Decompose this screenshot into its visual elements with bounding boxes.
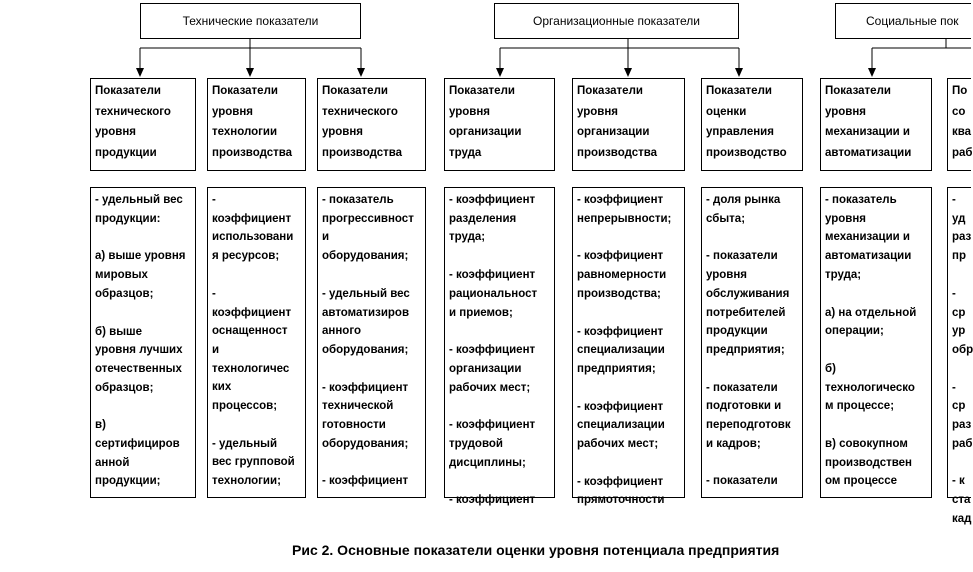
- indicator-line: производства;: [577, 287, 661, 300]
- arrowhead: [357, 68, 365, 77]
- indicator-line: операции;: [825, 325, 884, 338]
- indicator-line: коэффициент: [212, 306, 292, 319]
- indicator-line: в) совокупном: [825, 438, 908, 451]
- indicator-line: пр: [952, 250, 966, 263]
- subcategory-line: технического: [322, 105, 398, 118]
- indicator-line: рациональност: [449, 287, 538, 300]
- indicator-item: [95, 247, 191, 303]
- category-social: [835, 3, 971, 39]
- subcategory-line: со: [952, 105, 966, 118]
- indicator-line: - коэффициент: [577, 250, 664, 263]
- subcategory-line: ква: [952, 126, 972, 138]
- indicator-item: [212, 285, 301, 416]
- indicator-item: [952, 379, 973, 454]
- indicator-line: производствен: [825, 456, 913, 469]
- indicator-line: анного: [322, 325, 361, 338]
- indicator-line: коэффициент: [212, 212, 292, 225]
- subcategory-line: Показатели: [577, 85, 643, 97]
- subcategory-line: технического: [95, 105, 171, 118]
- indicator-line: использовани: [212, 231, 294, 244]
- indicator-line: подготовки и: [706, 400, 782, 413]
- details-mechanization-automation: [820, 187, 932, 498]
- indicator-line: раз: [952, 231, 972, 244]
- indicator-line: обр: [952, 343, 973, 356]
- indicator-line: ом процессе: [825, 475, 898, 488]
- arrowhead: [735, 68, 743, 77]
- indicator-line: мировых: [95, 269, 148, 282]
- indicator-item: [825, 191, 927, 285]
- indicator-line: предприятия;: [577, 362, 656, 375]
- indicator-line: - показатель: [825, 194, 897, 206]
- indicator-item: [952, 191, 972, 266]
- indicator-line: а) выше уровня: [95, 250, 186, 263]
- indicator-line: - коэффициент: [449, 269, 536, 282]
- indicator-line: - удельный вес: [95, 194, 183, 206]
- indicator-line: - к: [952, 475, 965, 488]
- indicator-item: [577, 247, 680, 303]
- subcategory-line: производства: [322, 146, 403, 159]
- indicator-line: -: [212, 287, 216, 300]
- indicator-item: [577, 191, 680, 228]
- subcategory-line: производства: [577, 146, 658, 159]
- subcategory-line: технологии: [212, 126, 278, 138]
- indicator-line: я ресурсов;: [212, 250, 280, 263]
- subcategory-production-technology: [207, 78, 306, 171]
- indicator-line: отечественных: [95, 362, 182, 375]
- indicator-line: м процессе;: [825, 400, 895, 413]
- indicator-item: [322, 379, 421, 454]
- indicator-item: [706, 379, 798, 454]
- subcategory-line: Показатели: [825, 85, 891, 97]
- subcategory-line: Показатели: [212, 85, 278, 97]
- indicator-line: уровня: [706, 269, 748, 282]
- indicator-line: готовности: [322, 419, 386, 432]
- indicator-item: [825, 435, 927, 491]
- indicator-item: [952, 285, 973, 360]
- details-product-tech-level: [90, 187, 196, 498]
- indicator-item: [322, 285, 421, 360]
- indicator-line: и: [322, 231, 330, 244]
- indicator-line: предприятия;: [706, 343, 785, 356]
- indicator-line: рабочих мест;: [577, 438, 659, 451]
- subcategory-line: уровня: [95, 126, 137, 138]
- arrowhead: [136, 68, 144, 77]
- indicator-item: [577, 323, 680, 379]
- indicator-line: - коэффициент: [449, 494, 536, 507]
- indicator-item: [449, 491, 550, 510]
- indicator-line: - показатели: [706, 381, 778, 394]
- indicator-line: ких: [212, 381, 232, 394]
- subcategory-management-evaluation: [701, 78, 803, 171]
- subcategory-line: труда: [449, 146, 482, 159]
- subcategory-line: механизации и: [825, 126, 910, 138]
- indicator-line: - коэффициент: [577, 194, 664, 206]
- subcategory-line: Показатели: [449, 85, 515, 97]
- indicator-item: [95, 416, 191, 491]
- indicator-line: и: [212, 343, 220, 356]
- subcategory-line: Показатели: [706, 85, 772, 97]
- category-label: Технические показатели: [182, 14, 319, 28]
- indicator-line: переподготовк: [706, 419, 791, 432]
- indicator-line: а) на отдельной: [825, 306, 917, 319]
- indicator-line: специализации: [577, 419, 665, 432]
- subcategory-line: организации: [577, 126, 650, 138]
- indicator-line: б): [825, 362, 836, 375]
- indicator-line: - коэффициент: [577, 325, 664, 338]
- indicator-item: [706, 191, 798, 228]
- indicator-line: оборудования;: [322, 343, 409, 356]
- indicator-line: раб: [952, 437, 973, 450]
- subcategory-line: Показатели: [95, 85, 161, 97]
- indicator-item: [706, 247, 798, 359]
- indicator-line: - показатели: [706, 475, 778, 488]
- indicator-line: кад: [952, 512, 972, 525]
- indicator-line: непрерывности;: [577, 212, 672, 225]
- indicator-line: - коэффициент: [322, 381, 409, 394]
- indicator-item: [706, 472, 798, 491]
- indicator-line: ста: [952, 494, 971, 507]
- arrowhead: [624, 68, 632, 77]
- indicator-item: [449, 341, 550, 397]
- subcategory-line: автоматизации: [825, 146, 912, 159]
- details-management-evaluation: [701, 187, 803, 498]
- category-technical: [140, 3, 361, 39]
- indicator-line: образцов;: [95, 381, 154, 394]
- indicator-line: сбыта;: [706, 212, 746, 225]
- subcategory-line: раб: [952, 146, 973, 159]
- indicator-line: - коэффициент: [577, 400, 664, 413]
- indicator-line: - удельный: [212, 437, 278, 450]
- arrowhead: [496, 68, 504, 77]
- indicator-line: - уд: [952, 194, 966, 225]
- indicator-line: раз: [952, 419, 972, 432]
- indicator-line: дисциплины;: [449, 456, 526, 469]
- indicator-line: технологичес: [212, 362, 290, 375]
- indicator-line: - ср: [952, 287, 966, 319]
- indicator-line: труда;: [825, 268, 862, 281]
- subcategory-labor-organization: [444, 78, 555, 171]
- indicator-line: сертифициров: [95, 438, 180, 451]
- subcategory-social-qualification: [947, 78, 971, 171]
- indicator-line: механизации и: [825, 231, 910, 244]
- indicator-line: технологическо: [825, 381, 915, 394]
- indicator-item: [449, 416, 550, 472]
- subcategory-line: организации: [449, 126, 522, 138]
- indicator-line: обслуживания: [706, 287, 790, 300]
- indicator-line: технологии;: [212, 475, 281, 488]
- indicator-line: организации: [449, 362, 522, 375]
- details-production-organization: [572, 187, 685, 507]
- subcategory-line: уровня: [577, 105, 619, 118]
- category-label: Социальные пок: [866, 14, 959, 28]
- indicator-item: [322, 191, 421, 266]
- indicator-line: разделения: [449, 212, 517, 225]
- indicator-line: - коэффициент: [449, 419, 536, 432]
- indicator-line: - коэффициент: [322, 475, 409, 488]
- subcategory-line: уровня: [322, 126, 364, 138]
- indicator-item: [825, 360, 927, 416]
- indicator-item: [577, 398, 680, 454]
- indicator-line: - ср: [952, 381, 966, 413]
- details-labor-organization: [444, 187, 555, 507]
- category-label: Организационные показатели: [533, 14, 700, 28]
- figure-caption: Рис 2. Основные показатели оценки уровня потенциала предприятия: [292, 542, 780, 558]
- indicator-line: продукции;: [95, 475, 161, 488]
- indicator-line: - коэффициент: [449, 194, 536, 206]
- indicator-line: рабочих мест;: [449, 381, 531, 394]
- details-social-qualification: [947, 187, 973, 525]
- indicator-line: в): [95, 419, 106, 432]
- indicator-line: потребителей: [706, 306, 786, 319]
- indicator-line: продукции:: [95, 212, 161, 225]
- subcategory-line: По: [952, 85, 968, 97]
- subcategory-production-organization: [572, 78, 685, 171]
- indicator-line: уровня лучших: [95, 344, 183, 357]
- indicator-line: оборудования;: [322, 437, 409, 450]
- indicator-item: [449, 266, 550, 322]
- indicator-line: б) выше: [95, 325, 142, 338]
- indicator-line: оборудования;: [322, 250, 409, 263]
- subcategory-line: продукции: [95, 146, 157, 159]
- subcategory-product-tech-level: [90, 78, 196, 171]
- subcategory-mechanization-automation: [820, 78, 932, 171]
- indicator-line: - доля рынка: [706, 194, 781, 206]
- subcategory-line: производства: [212, 146, 293, 159]
- details-production-technology: [207, 187, 306, 498]
- indicator-item: [212, 435, 301, 491]
- indicator-line: - показатель: [322, 194, 394, 206]
- subcategory-line: Показатели: [322, 85, 388, 97]
- category-organizational: [494, 3, 739, 39]
- indicator-line: - коэффициент: [577, 475, 664, 488]
- indicator-line: анной: [95, 456, 130, 469]
- indicator-line: автоматизиров: [322, 306, 410, 319]
- arrowhead: [868, 68, 876, 77]
- indicator-line: и приемов;: [449, 306, 513, 319]
- indicator-line: - показатели: [706, 250, 778, 263]
- indicator-line: -: [212, 194, 216, 206]
- indicator-line: технической: [322, 400, 394, 413]
- indicator-item: [577, 473, 680, 510]
- indicator-line: прямоточности: [577, 494, 665, 507]
- indicator-line: оснащенност: [212, 325, 288, 338]
- indicator-line: образцов;: [95, 287, 154, 300]
- indicator-item: [449, 191, 550, 247]
- subcategory-line: производство: [706, 146, 787, 159]
- indicator-line: продукции: [706, 325, 768, 338]
- indicator-item: [322, 472, 421, 491]
- details-production-tech-level: [317, 187, 426, 498]
- indicator-item: [825, 304, 927, 341]
- indicator-line: ур: [952, 325, 966, 338]
- indicator-line: - коэффициент: [449, 344, 536, 357]
- subcategory-production-tech-level: [317, 78, 426, 171]
- subcategory-line: уровня: [825, 105, 867, 118]
- subcategory-line: управления: [706, 126, 774, 138]
- subcategory-line: уровня: [449, 105, 491, 118]
- indicator-item: [952, 472, 972, 528]
- indicator-line: равномерности: [577, 269, 667, 282]
- indicator-line: и кадров;: [706, 437, 761, 450]
- arrowhead: [246, 68, 254, 77]
- indicator-line: автоматизации: [825, 250, 912, 263]
- indicator-line: уровня: [825, 212, 867, 225]
- indicator-line: прогрессивност: [322, 212, 414, 225]
- indicator-item: [212, 191, 301, 266]
- indicator-line: процессов;: [212, 400, 278, 413]
- indicator-line: труда;: [449, 231, 486, 244]
- indicator-line: трудовой: [449, 438, 503, 451]
- indicator-item: [95, 323, 191, 398]
- indicator-line: специализации: [577, 344, 665, 357]
- subcategory-line: уровня: [212, 105, 254, 118]
- indicator-line: - удельный вес: [322, 287, 410, 300]
- subcategory-line: оценки: [706, 105, 747, 118]
- indicator-line: вес групповой: [212, 456, 295, 469]
- indicator-item: [95, 191, 191, 228]
